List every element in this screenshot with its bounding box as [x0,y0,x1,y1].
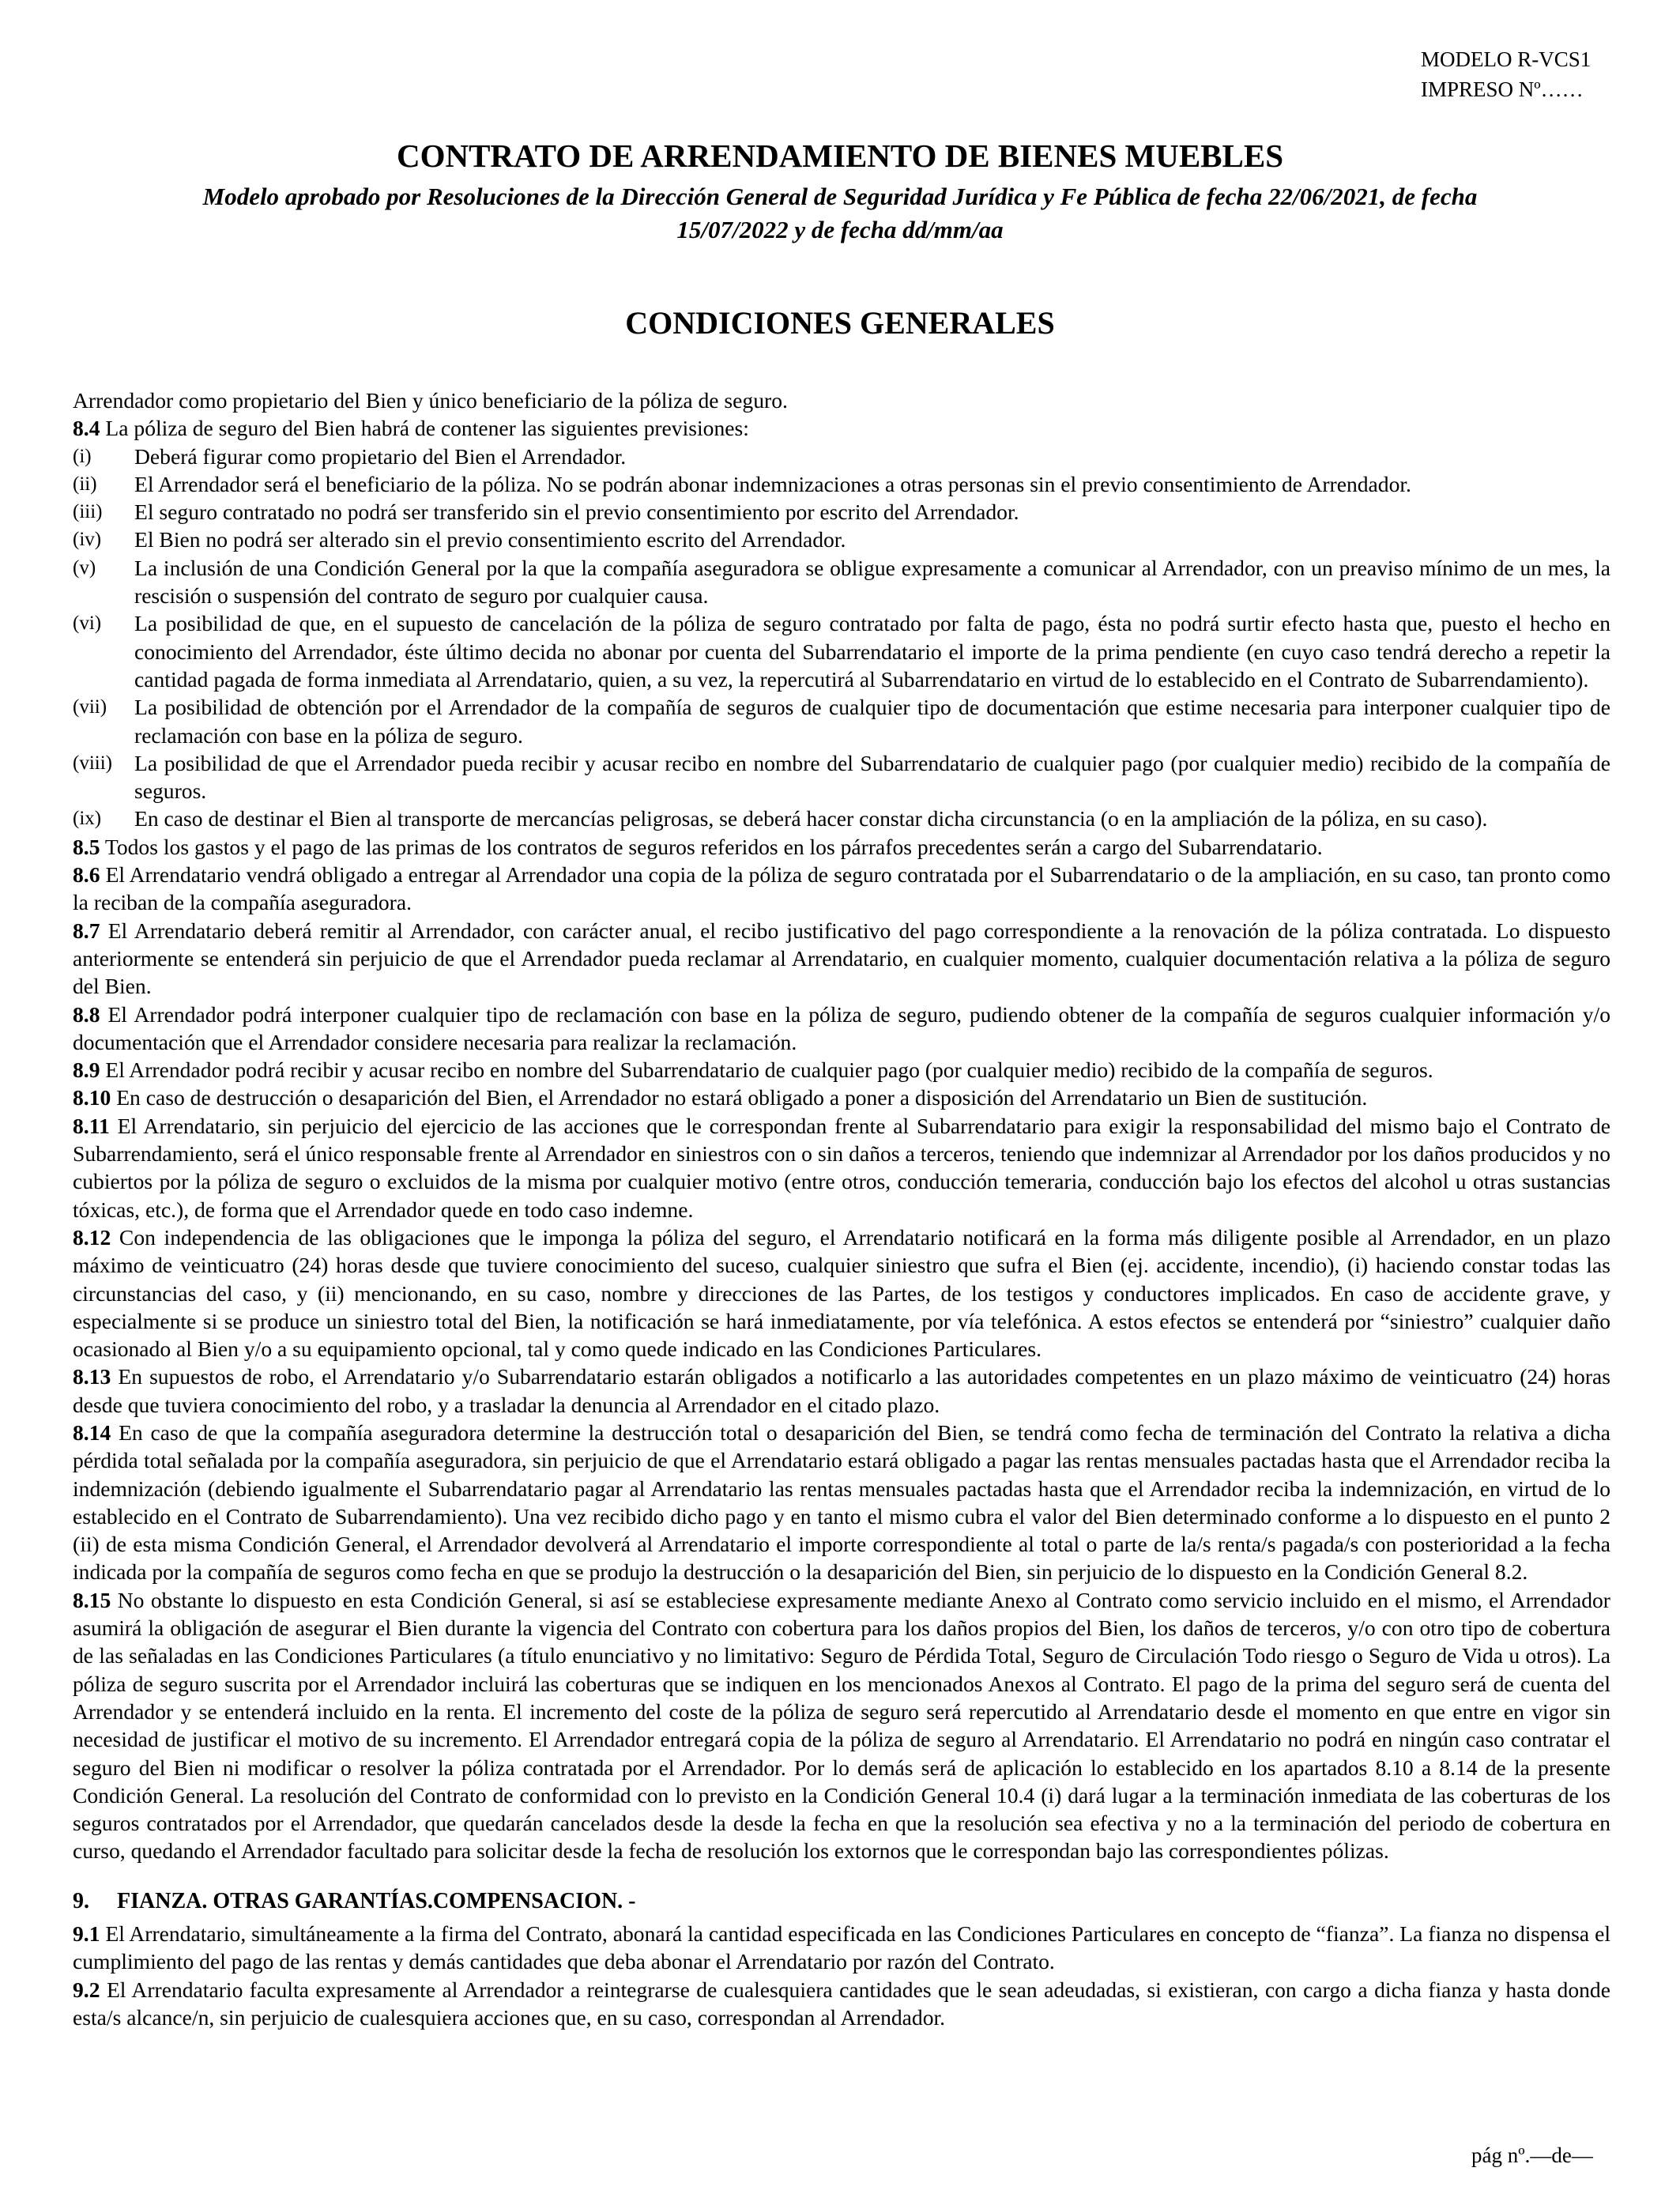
clause-text: No obstante lo dispuesto en esta Condición General, si así se estableciese expresamente mediante Anexo al Contrato como servicio incluido en el mismo, el Arrendador asumirá la obligación de asegurar el Bien durante la vigencia del Contrato con cobertura para los daños propios del Bien, los daños de terceros, y/o con otro tipo de cobertura de las señaladas en las Condiciones Particulares (a título enunciativo y no limitativo: Seguro de Pérdida Total, Seguro de Circulación Todo riesgo o Seguro de Vida u otros). La póliza de seguro suscrita por el Arrendador incluirá las coberturas que se indiquen en los mencionados Anexos al Contrato. El pago de la prima del seguro será de cuenta del Arrendador y se entenderá incluido en la renta. El incremento del coste de la póliza de seguro será repercutido al Arrendatario desde el momento en que entre en vigor sin necesidad de justificar el motivo de su incremento. El Arrendador entregará copia de la póliza de seguro al Arrendatario. El Arrendatario no podrá en ningún caso contratar el seguro del Bien ni modificar o resolver la póliza contratada por el Arrendador. Por lo demás será de aplicación lo establecido en los apartados 8.10 a 8.14 de la presente Condición General. La resolución del Contrato de conformidad con lo previsto en la Condición General 10.4 (i) dará lugar a la terminación inmediata de las coberturas de los seguros contratados por el Arrendador, que quedarán cancelados desde la desde la fecha en que la resolución sea efectiva y no a la terminación del periodo de cobertura en curso, quedando el Arrendador facultado para solicitar desde la fecha de resolución los extornos que le correspondan bajo las correspondientes pólizas. [73,1587,1610,1864]
list-item-number: (i) [73,445,92,467]
clause-text: Con independencia de las obligaciones que le imponga la póliza del seguro, el Arrendatario notificará en la forma más diligente posible al Arrendador, en un plazo máximo de veinticuatro (24) horas desde que tuviere conocimiento del suceso, cualquier siniestro que sufra el Bien (ej. accidente, incendio), (i) haciendo constar todas las circunstancias del caso, y (ii) mencionando, en su caso, nombre y direcciones de las Partes, de los testigos y conductores implicados. En caso de accidente grave, y especialmente si se produce un siniestro total del Bien, la notificación se hará inmediatamente, por vía telefónica. A estos efectos se entenderá por “siniestro” cualquier daño ocasionado al Bien y/o a su equipamiento opcional, tal y como quede indicado en las Condiciones Particulares. [73,1224,1610,1362]
clause-9-1 [73,1920,1610,1976]
list-item-text: La posibilidad de que, en el supuesto de cancelación de la póliza de seguro contratado por falta de pago, ésta no podrá surtir efecto hasta que, puesto el hecho en conocimiento del Arrendador, éste último decida no abonar por cuenta del Subarrendatario el importe de la prima pendiente (en cuyo caso tendrá derecho a repetir la cantidad pagada de forma inmediata al Arrendatario, quien, a su vez, la repercutirá al Subarrendatario en virtud de lo establecido en el Contrato de Subarrendamiento). [134,611,1610,692]
clause-text: Todos los gastos y el pago de las primas de los contratos de seguros referidos en los párrafos precedentes serán a cargo del Subarrendatario. [104,834,1323,859]
clause-8-10 [73,1084,1610,1111]
section-9-heading [73,1887,1610,1915]
intro-paragraph: Arrendador como propietario del Bien y único beneficiario de la póliza de seguro. [73,388,788,413]
clause-8-6 [73,861,1610,917]
list-item-text: El Bien no podrá ser alterado sin el previo consentimiento escrito del Arrendador. [134,527,846,552]
list-item-number: (v) [73,556,96,579]
clause-number: 8.12 [73,1224,111,1250]
clause-text: El Arrendador podrá interponer cualquier tipo de reclamación con base en la póliza de seguro, pudiendo obtener de la compañía de seguros cualquier información y/o documentación que el Arrendador considere necesaria para realizar la reclamación. [73,1001,1611,1054]
document-title: CONTRATO DE ARRENDAMIENTO DE BIENES MUEBLES [396,138,1284,174]
clause-number: 8.8 [73,1001,100,1027]
list-item-number: (viii) [73,752,112,774]
list-item-text: Deberá figurar como propietario del Bien el Arrendador. [134,443,627,469]
clause-number: 8.5 [73,834,100,859]
section-title: CONDICIONES GENERALES [625,305,1055,341]
list-item [73,749,1610,805]
clause-8-15 [73,1586,1610,1865]
clause-number: 8.14 [73,1419,111,1445]
clause-text: En caso de que la compañía aseguradora determine la destrucción total o desaparición del Bien, se tendrá como fecha de terminación del Contrato la relativa a dicha pérdida total señalada por la compañía aseguradora, sin perjuicio de que el Arrendatario estará obligado a pagar las rentas mensuales pactadas hasta que el Arrendador reciba la indemnización (debiendo igualmente el Subarrendatario pagar al Arrendatario las rentas mensuales pactadas hasta que el Arrendador reciba la indemnización, en virtud de lo establecido en el Contrato de Subarrendamiento). Una vez recibido dicho pago y en tanto el mismo cubra el valor del Bien determinado conforme a lo dispuesto en el punto 2 (ii) de esta misma Condición General, el Arrendador devolverá al Arrendatario el importe correspondiente al total o parte de la/s renta/s pagada/s con posterioridad a la fecha indicada por la compañía de seguros como fecha en que se produjo la destrucción o la desaparición del Bien, sin perjuicio de lo dispuesto en la Condición General 8.2. [73,1419,1610,1585]
clause-text: El Arrendatario, simultáneamente a la firma del Contrato, abonará la cantidad especificada en las Condiciones Particulares en concepto de “fianza”. La fianza no dispensa el cumplimiento del pago de las rentas y demás cantidades que deba abonar el Arrendatario por razón del Contrato. [73,1921,1610,1974]
list-item-number: (iv) [73,529,102,551]
clause-number: 8.4 [73,416,100,441]
list-item [73,554,1610,610]
clause-8-13 [73,1363,1610,1419]
document-subtitle: Modelo aprobado por Resoluciones de la Dirección General de Seguridad Jurídica y Fe Pública de fecha 22/06/2021, de fecha 15/07/2022 y de fecha dd/mm/aa [202,183,1478,243]
clause-8-12 [73,1223,1610,1363]
clause-number: 8.11 [73,1113,110,1138]
printed-number: IMPRESO Nº…… [1421,77,1584,101]
section-number: 9. [73,1888,89,1913]
clause-number: 8.10 [73,1085,111,1110]
list-item-number: (ix) [73,808,102,830]
list-item-text: La posibilidad de que el Arrendador pueda recibir y acusar recibo en nombre del Subarrendatario de cualquier pago (por cualquier medio) recibido de la compañía de seguros. [134,750,1610,804]
clause-8-14 [73,1419,1610,1586]
list-item-number: (vii) [73,696,107,718]
list-item-text: El Arrendador será el beneficiario de la póliza. No se podrán abonar indemnizaciones a otras personas sin el previo consentimiento de Arrendador. [134,471,1411,496]
document-header-codes [1421,44,1591,104]
clause-8-8 [73,1001,1610,1057]
list-item-number: (iii) [73,501,103,523]
clause-number: 8.6 [73,862,100,888]
list-item [73,526,1610,553]
list-item [73,443,1610,470]
list-item [73,693,1610,749]
list-item [73,498,1610,526]
clause-text: En supuestos de robo, el Arrendatario y/o Subarrendatario estarán obligados a notificarlo a las autoridades competentes en un plazo máximo de veinticuatro (24) horas desde que tuviera conocimiento del robo, y a trasladar la denuncia al Arrendador en el citado plazo. [73,1364,1610,1417]
clause-8-5 [73,833,1610,861]
clause-8-7 [73,917,1610,1001]
document-body [73,386,1610,2031]
clause-number: 9.1 [73,1921,100,1947]
clause-text: La póliza de seguro del Bien habrá de contener las siguientes previsiones: [105,416,749,441]
clause-number: 8.15 [73,1587,111,1612]
clause-number: 8.9 [73,1057,100,1083]
clause-8-11 [73,1112,1610,1223]
clause-9-2 [73,1976,1610,2032]
clause-text: El Arrendatario vendrá obligado a entregar al Arrendador una copia de la póliza de seguro contratada por el Subarrendatario o de la ampliación, en su caso, tan pronto como la reciban de la compañía aseguradora. [73,862,1611,915]
list-item-text: La inclusión de una Condición General por la que la compañía aseguradora se obligue expresamente a comunicar al Arrendador, con un preaviso mínimo de un mes, la rescisión o suspensión del contrato de seguro por cualquier causa. [134,555,1610,609]
clause-number: 8.13 [73,1364,111,1389]
clause-text: El Arrendador podrá recibir y acusar recibo en nombre del Subarrendatario de cualquier pago (por cualquier medio) recibido de la compañía de seguros. [105,1057,1433,1083]
clause-text: En caso de destrucción o desaparición del Bien, el Arrendador no estará obligado a poner a disposición del Arrendatario un Bien de sustitución. [116,1085,1368,1110]
clause-number: 8.7 [73,918,100,943]
page-number: pág nº.—de— [1471,2143,1593,2167]
clause-8-4 [73,414,1610,442]
clause-text: El Arrendatario deberá remitir al Arrendador, con carácter anual, el recibo justificativo del pago correspondiente a la renovación de la póliza contratada. Lo dispuesto anteriormente se entenderá sin perjuicio de que el Arrendador pueda reclamar al Arrendatario, en cualquier momento, cualquier documentación relativa a la póliza de seguro del Bien. [73,918,1610,999]
list-item [73,470,1610,498]
section-heading-text: FIANZA. OTRAS GARANTÍAS.COMPENSACION. - [117,1888,636,1913]
list-item-text: En caso de destinar el Bien al transporte de mercancías peligrosas, se deberá hacer constar dicha circunstancia (o en la ampliación de la póliza, en su caso). [134,806,1488,831]
list-item-number: (vi) [73,613,102,635]
list-item-number: (ii) [73,473,97,495]
list-item [73,805,1610,832]
model-code: MODELO R-VCS1 [1421,47,1591,71]
clause-text: El Arrendatario, sin perjuicio del ejercicio de las acciones que le correspondan frente al Subarrendatario para exigir la responsabilidad del mismo bajo el Contrato de Subarrendamiento, será el único responsable frente al Arrendador en siniestros con o sin daños a terceros, teniendo que indemnizar al Arrendador por los daños producidos y no cubiertos por la póliza de seguro o excluidos de la misma por cualquier motivo (entre otros, conducción temeraria, conducción bajo los efectos del alcohol u otras sustancias tóxicas, etc.), de forma que el Arrendador quede en todo caso indemne. [73,1113,1610,1222]
clause-8-9 [73,1056,1610,1084]
clause-text: El Arrendatario faculta expresamente al Arrendador a reintegrarse de cualesquiera cantidades que le sean adeudadas, si existieran, con cargo a dicha fianza y hasta donde esta/s alcance/n, sin perjuicio de cualesquiera acciones que, en su caso, correspondan al Arrendador. [73,1977,1610,2030]
list-item-text: La posibilidad de obtención por el Arrendador de la compañía de seguros de cualquier tipo de documentación que estime necesaria para interponer cualquier tipo de reclamación con base en la póliza de seguro. [134,695,1610,748]
list-item [73,609,1610,693]
clause-number: 9.2 [73,1977,100,2002]
list-item-text: El seguro contratado no podrá ser transferido sin el previo consentimiento por escrito del Arrendador. [134,499,1019,525]
